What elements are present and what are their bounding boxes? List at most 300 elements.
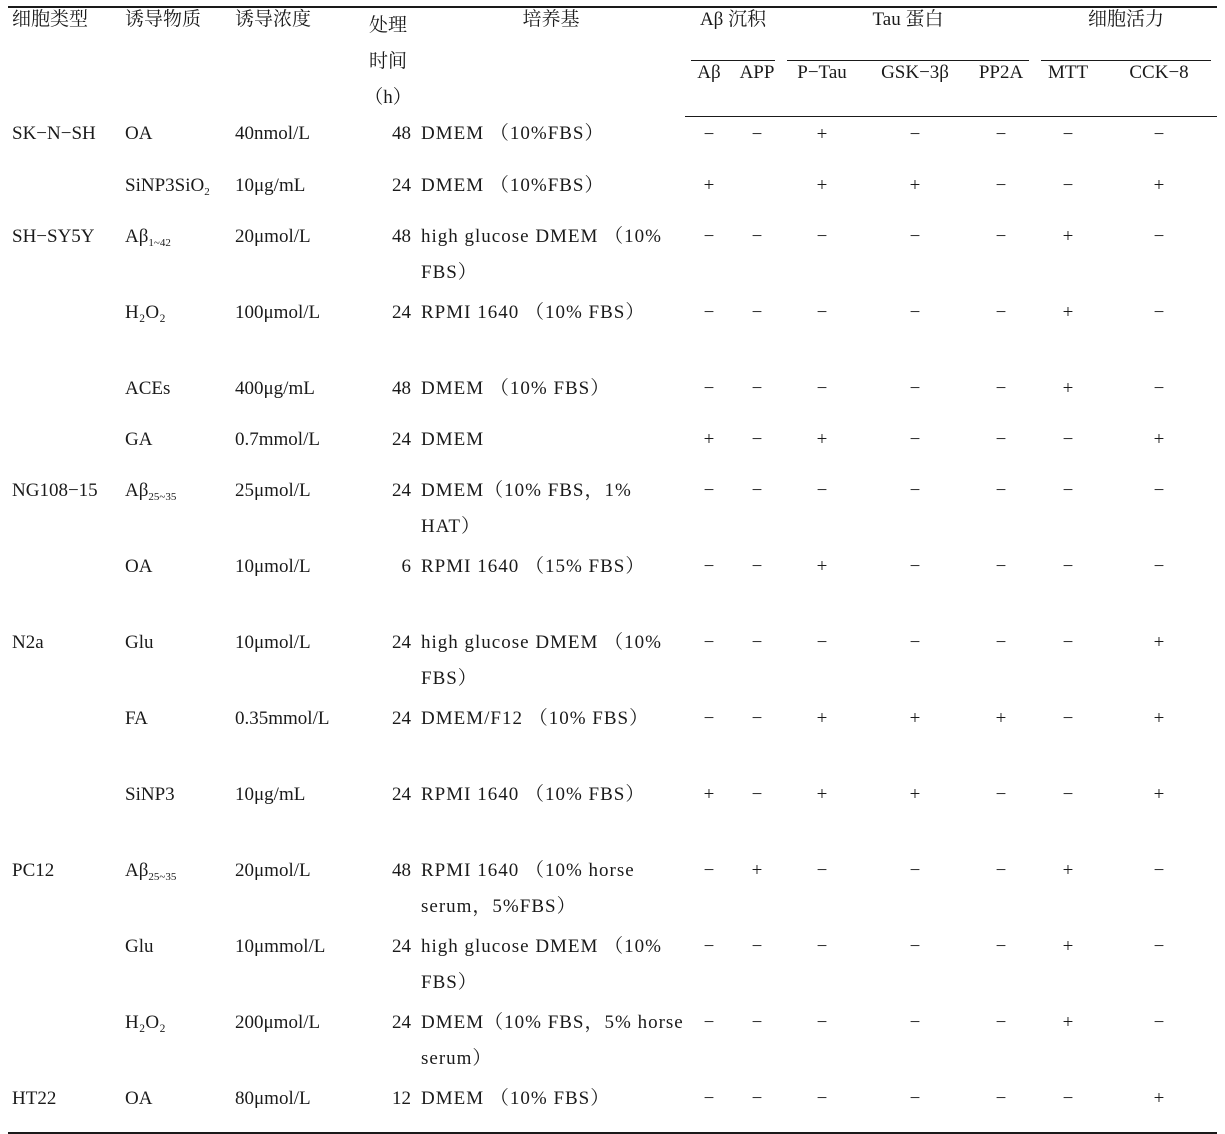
culture-medium <box>417 168 685 219</box>
result-pp2a <box>967 422 1035 473</box>
result-mtt <box>1035 1081 1101 1133</box>
treatment-time-text: 24 <box>392 301 411 323</box>
treatment-time-text: 24 <box>392 428 411 450</box>
result-pp2a <box>967 1081 1035 1133</box>
inducer <box>121 625 231 701</box>
result-ptau <box>781 168 863 219</box>
result-mtt-text: − <box>1062 631 1074 653</box>
cell-type <box>8 777 121 853</box>
result-pp2a <box>967 625 1035 701</box>
inducer-subscript: 25~35 <box>148 490 177 503</box>
culture-medium-text: DMEM/F12 （10% FBS） <box>421 707 650 729</box>
cell-type <box>8 219 121 295</box>
result-app <box>733 777 781 853</box>
concentration <box>231 777 359 853</box>
result-ptau-text: + <box>816 174 828 196</box>
culture-medium-text: RPMI 1640 （10% FBS） <box>421 301 646 323</box>
result-mtt <box>1035 422 1101 473</box>
result-pp2a-text: − <box>995 631 1007 653</box>
concentration <box>231 1005 359 1081</box>
treatment-time <box>359 549 417 625</box>
result-abeta-text: − <box>703 555 715 577</box>
result-mtt-text: + <box>1062 377 1074 399</box>
result-pp2a <box>967 701 1035 777</box>
result-app <box>733 116 781 168</box>
concentration <box>231 371 359 422</box>
result-abeta <box>685 853 733 929</box>
cell-type-text: SH−SY5Y <box>12 225 95 247</box>
result-mtt <box>1035 168 1101 219</box>
inducer <box>121 1081 231 1133</box>
treatment-time-text: 24 <box>392 707 411 729</box>
result-cck8-text: + <box>1153 1087 1165 1109</box>
result-cck8-text: − <box>1153 1011 1165 1033</box>
inducer <box>121 295 231 371</box>
result-cck8-text: + <box>1153 631 1165 653</box>
result-abeta-text: − <box>703 377 715 399</box>
header-concentration: 诱导浓度 <box>231 7 359 116</box>
concentration-text: 10μmmol/L <box>235 935 326 957</box>
result-app <box>733 1081 781 1133</box>
result-app-text: − <box>751 1087 763 1109</box>
result-app-text: − <box>751 1011 763 1033</box>
result-pp2a-text: + <box>995 707 1007 729</box>
result-mtt-text: − <box>1062 1087 1074 1109</box>
result-ptau <box>781 1081 863 1133</box>
header-row-1 <box>8 7 1217 61</box>
result-ptau <box>781 422 863 473</box>
result-pp2a-text: − <box>995 174 1007 196</box>
result-gsk3b <box>863 701 967 777</box>
result-app <box>733 1005 781 1081</box>
result-cck8 <box>1101 625 1217 701</box>
result-cck8-text: + <box>1153 174 1165 196</box>
cell-type <box>8 168 121 219</box>
result-cck8 <box>1101 371 1217 422</box>
result-mtt <box>1035 701 1101 777</box>
treatment-time <box>359 219 417 295</box>
result-ptau <box>781 371 863 422</box>
cell-type <box>8 371 121 422</box>
concentration <box>231 295 359 371</box>
concentration-text: 200μmol/L <box>235 1011 321 1033</box>
result-gsk3b-text: − <box>909 1087 921 1109</box>
result-gsk3b <box>863 116 967 168</box>
table-row <box>8 219 1217 295</box>
result-cck8-text: + <box>1153 428 1165 450</box>
treatment-time-text: 24 <box>392 174 411 196</box>
culture-medium-text: DMEM（10% FBS，1% HAT） <box>421 479 632 537</box>
result-pp2a <box>967 549 1035 625</box>
treatment-time-text: 6 <box>401 555 411 577</box>
inducer <box>121 701 231 777</box>
concentration-text: 10μmol/L <box>235 555 311 577</box>
result-mtt <box>1035 929 1101 1005</box>
table-row <box>8 777 1217 853</box>
cell-type <box>8 422 121 473</box>
table-row <box>8 701 1217 777</box>
result-cck8-text: − <box>1153 555 1165 577</box>
result-app-text: − <box>751 935 763 957</box>
result-app-text: − <box>751 428 763 450</box>
culture-medium-text: DMEM （10%FBS） <box>421 174 605 196</box>
result-app <box>733 219 781 295</box>
header-group-abeta: Aβ 沉积 <box>685 7 781 61</box>
concentration <box>231 422 359 473</box>
culture-medium-text: RPMI 1640 （10% horse serum，5%FBS） <box>421 859 635 917</box>
result-app-text: − <box>751 707 763 729</box>
result-gsk3b-text: + <box>909 174 921 196</box>
result-pp2a <box>967 853 1035 929</box>
result-gsk3b-text: − <box>909 1011 921 1033</box>
treatment-time-text: 24 <box>392 631 411 653</box>
result-ptau <box>781 219 863 295</box>
result-ptau-text: − <box>816 225 828 247</box>
result-pp2a <box>967 929 1035 1005</box>
result-pp2a-text: − <box>995 783 1007 805</box>
result-cck8 <box>1101 701 1217 777</box>
table-row <box>8 853 1217 929</box>
result-gsk3b <box>863 219 967 295</box>
result-abeta-text: + <box>703 783 715 805</box>
treatment-time-text: 24 <box>392 479 411 501</box>
result-app <box>733 929 781 1005</box>
result-ptau-text: − <box>816 631 828 653</box>
result-ptau <box>781 701 863 777</box>
table-row <box>8 116 1217 168</box>
result-app <box>733 422 781 473</box>
result-app-text: − <box>751 783 763 805</box>
cell-type <box>8 1005 121 1081</box>
result-ptau <box>781 777 863 853</box>
table-row <box>8 422 1217 473</box>
cell-type <box>8 853 121 929</box>
result-cck8 <box>1101 116 1217 168</box>
treatment-time <box>359 168 417 219</box>
culture-medium <box>417 295 685 371</box>
culture-medium-text: DMEM （10%FBS） <box>421 123 605 144</box>
result-abeta-text: − <box>703 301 715 323</box>
concentration-text: 10μg/mL <box>235 174 306 196</box>
header-app: APP <box>733 61 781 116</box>
result-gsk3b-text: − <box>909 377 921 399</box>
result-pp2a-text: − <box>995 377 1007 399</box>
result-gsk3b <box>863 777 967 853</box>
treatment-time <box>359 777 417 853</box>
treatment-time-text: 24 <box>392 783 411 805</box>
concentration <box>231 168 359 219</box>
result-mtt-text: − <box>1062 174 1074 196</box>
result-gsk3b-text: + <box>909 707 921 729</box>
result-abeta <box>685 116 733 168</box>
inducer-subscript: 2 <box>204 185 210 198</box>
result-ptau-text: + <box>816 783 828 805</box>
result-gsk3b <box>863 625 967 701</box>
treatment-time-text: 12 <box>392 1087 411 1109</box>
result-mtt <box>1035 549 1101 625</box>
result-mtt <box>1035 219 1101 295</box>
header-group-tau: Tau 蛋白 <box>781 7 1035 61</box>
result-pp2a <box>967 777 1035 853</box>
treatment-time <box>359 929 417 1005</box>
result-gsk3b <box>863 929 967 1005</box>
result-mtt <box>1035 853 1101 929</box>
treatment-time <box>359 853 417 929</box>
result-pp2a <box>967 168 1035 219</box>
inducer <box>121 219 231 295</box>
result-app-text: − <box>751 301 763 323</box>
result-mtt <box>1035 1005 1101 1081</box>
result-pp2a-text: − <box>995 225 1007 247</box>
result-app-text: − <box>751 631 763 653</box>
inducer <box>121 1005 231 1081</box>
result-pp2a-text: − <box>995 428 1007 450</box>
result-app <box>733 371 781 422</box>
concentration-text: 0.35mmol/L <box>235 707 330 729</box>
result-gsk3b <box>863 371 967 422</box>
result-abeta-text: − <box>703 707 715 729</box>
concentration-text: 100μmol/L <box>235 301 321 323</box>
culture-medium <box>417 116 685 168</box>
cell-type-text: SK−N−SH <box>12 123 96 144</box>
result-cck8 <box>1101 929 1217 1005</box>
result-cck8-text: − <box>1153 377 1165 399</box>
result-abeta-text: − <box>703 479 715 501</box>
table-row <box>8 295 1217 371</box>
result-abeta <box>685 371 733 422</box>
result-cck8-text: + <box>1153 783 1165 805</box>
result-pp2a-text: − <box>995 935 1007 957</box>
result-pp2a <box>967 219 1035 295</box>
result-mtt-text: − <box>1062 479 1074 501</box>
result-gsk3b <box>863 295 967 371</box>
inducer-text: Glu <box>125 631 154 653</box>
treatment-time <box>359 701 417 777</box>
table-row <box>8 371 1217 422</box>
inducer-text: Aβ <box>125 225 149 247</box>
inducer-text: OA <box>125 1087 153 1109</box>
result-pp2a-text: − <box>995 1011 1007 1033</box>
concentration <box>231 701 359 777</box>
inducer <box>121 473 231 549</box>
header-time: 处理 时间 （h） <box>359 7 417 116</box>
result-ptau <box>781 853 863 929</box>
culture-medium-text: high glucose DMEM （10% FBS） <box>421 631 663 689</box>
result-abeta <box>685 168 733 219</box>
result-gsk3b-text: − <box>909 225 921 247</box>
concentration-text: 25μmol/L <box>235 479 311 501</box>
result-pp2a-text: − <box>995 479 1007 501</box>
culture-medium <box>417 929 685 1005</box>
treatment-time <box>359 1081 417 1133</box>
inducer <box>121 777 231 853</box>
inducer-text: OA <box>125 123 153 144</box>
result-ptau-text: − <box>816 479 828 501</box>
result-cck8-text: + <box>1153 707 1165 729</box>
result-abeta-text: − <box>703 859 715 881</box>
cell-type-text: NG108−15 <box>12 479 98 501</box>
cell-type <box>8 116 121 168</box>
result-app-text: + <box>751 859 763 881</box>
result-app-text: − <box>751 555 763 577</box>
result-pp2a-text: − <box>995 123 1007 145</box>
treatment-time <box>359 473 417 549</box>
result-mtt-text: − <box>1062 555 1074 577</box>
result-pp2a-text: − <box>995 301 1007 323</box>
header-group-viability: 细胞活力 <box>1035 7 1217 61</box>
culture-medium <box>417 371 685 422</box>
culture-medium <box>417 219 685 295</box>
result-cck8-text: − <box>1153 479 1165 501</box>
culture-medium <box>417 473 685 549</box>
result-ptau <box>781 929 863 1005</box>
concentration-text: 10μg/mL <box>235 783 306 805</box>
result-abeta-text: − <box>703 1087 715 1109</box>
result-cck8 <box>1101 473 1217 549</box>
concentration-text: 80μmol/L <box>235 1087 311 1109</box>
concentration-text: 400μg/mL <box>235 377 315 399</box>
result-app <box>733 853 781 929</box>
header-pp2a: PP2A <box>967 61 1035 116</box>
result-ptau <box>781 295 863 371</box>
header-cell-type: 细胞类型 <box>8 7 121 116</box>
inducer <box>121 168 231 219</box>
result-gsk3b-text: − <box>909 859 921 881</box>
table-row <box>8 473 1217 549</box>
table-row <box>8 625 1217 701</box>
result-gsk3b-text: − <box>909 935 921 957</box>
culture-medium <box>417 1005 685 1081</box>
culture-medium <box>417 701 685 777</box>
result-app <box>733 473 781 549</box>
result-ptau-text: − <box>816 935 828 957</box>
result-cck8-text: − <box>1153 225 1165 247</box>
result-gsk3b-text: + <box>909 783 921 805</box>
result-ptau-text: − <box>816 859 828 881</box>
concentration-text: 20μmol/L <box>235 225 311 247</box>
treatment-time-text: 48 <box>392 377 411 399</box>
result-abeta <box>685 701 733 777</box>
result-app-text: − <box>751 225 763 247</box>
result-abeta <box>685 422 733 473</box>
concentration-text: 40nmol/L <box>235 123 310 144</box>
inducer-text: GA <box>125 428 153 450</box>
inducer-text: H₂O₂ <box>125 1011 166 1033</box>
concentration <box>231 116 359 168</box>
culture-medium <box>417 549 685 625</box>
result-app <box>733 701 781 777</box>
result-cck8 <box>1101 549 1217 625</box>
culture-medium-text: DMEM （10% FBS） <box>421 1087 611 1109</box>
inducer <box>121 929 231 1005</box>
table-body <box>8 116 1217 1133</box>
cell-type-text: N2a <box>12 631 44 653</box>
culture-medium-text: DMEM （10% FBS） <box>421 377 611 399</box>
result-abeta-text: − <box>703 1011 715 1033</box>
result-cck8 <box>1101 295 1217 371</box>
result-mtt-text: − <box>1062 428 1074 450</box>
result-gsk3b-text: − <box>909 479 921 501</box>
result-abeta-text: − <box>703 225 715 247</box>
treatment-time-text: 48 <box>392 225 411 247</box>
result-pp2a <box>967 371 1035 422</box>
cell-type <box>8 473 121 549</box>
result-abeta <box>685 473 733 549</box>
result-abeta <box>685 625 733 701</box>
culture-medium-text: DMEM（10% FBS，5% horse serum） <box>421 1011 684 1069</box>
result-abeta <box>685 777 733 853</box>
inducer-text: ACEs <box>125 377 171 399</box>
result-pp2a <box>967 1005 1035 1081</box>
result-gsk3b <box>863 1005 967 1081</box>
inducer <box>121 116 231 168</box>
result-gsk3b <box>863 422 967 473</box>
result-gsk3b-text: − <box>909 631 921 653</box>
cell-type-text: PC12 <box>12 859 55 881</box>
result-ptau <box>781 473 863 549</box>
result-abeta-text: − <box>703 935 715 957</box>
concentration <box>231 1081 359 1133</box>
result-abeta <box>685 219 733 295</box>
result-gsk3b-text: − <box>909 301 921 323</box>
result-cck8-text: − <box>1153 859 1165 881</box>
table-row <box>8 1081 1217 1133</box>
result-app <box>733 295 781 371</box>
result-abeta <box>685 295 733 371</box>
inducer-text: Aβ <box>125 859 149 881</box>
culture-medium <box>417 625 685 701</box>
result-mtt <box>1035 371 1101 422</box>
result-ptau <box>781 625 863 701</box>
result-cck8 <box>1101 1081 1217 1133</box>
result-cck8 <box>1101 168 1217 219</box>
result-pp2a-text: − <box>995 859 1007 881</box>
result-app <box>733 168 781 219</box>
result-abeta-text: − <box>703 631 715 653</box>
inducer-text: SiNP3 <box>125 783 175 805</box>
result-gsk3b-text: − <box>909 428 921 450</box>
result-pp2a-text: − <box>995 555 1007 577</box>
header-gsk3b: GSK−3β <box>863 61 967 116</box>
header-mtt: MTT <box>1035 61 1101 116</box>
result-gsk3b <box>863 549 967 625</box>
result-abeta-text: + <box>703 428 715 450</box>
result-app <box>733 549 781 625</box>
concentration-text: 0.7mmol/L <box>235 428 320 450</box>
result-abeta <box>685 929 733 1005</box>
result-ptau-text: + <box>816 123 828 145</box>
concentration <box>231 853 359 929</box>
result-mtt <box>1035 777 1101 853</box>
treatment-time <box>359 422 417 473</box>
result-pp2a <box>967 473 1035 549</box>
cell-type <box>8 295 121 371</box>
table-row <box>8 929 1217 1005</box>
result-ptau <box>781 549 863 625</box>
concentration <box>231 219 359 295</box>
culture-medium <box>417 1081 685 1133</box>
treatment-time-text: 24 <box>392 1011 411 1033</box>
result-cck8 <box>1101 853 1217 929</box>
result-cck8 <box>1101 219 1217 295</box>
concentration-text: 20μmol/L <box>235 859 311 881</box>
result-app-text: − <box>751 123 763 145</box>
result-pp2a <box>967 295 1035 371</box>
table-row <box>8 168 1217 219</box>
result-gsk3b <box>863 168 967 219</box>
culture-medium <box>417 422 685 473</box>
header-medium: 培养基 <box>417 7 685 116</box>
